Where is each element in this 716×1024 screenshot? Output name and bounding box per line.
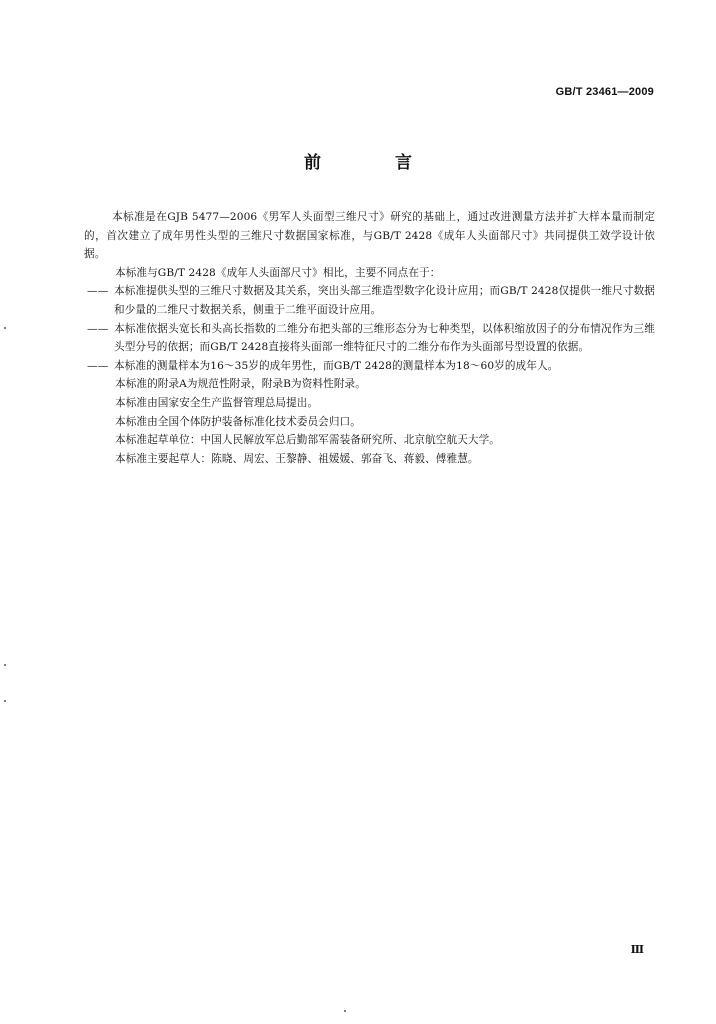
statement-appendix: 本标准的附录A为规范性附录，附录B为资料性附录。	[115, 378, 366, 391]
paragraph-comparison: 本标准与GB/T 2428《成年人头面部尺寸》相比，主要不同点在于：	[115, 266, 441, 279]
difference-text: 本标准依据头宽长和头高长指数的二维分布把头部的三维形态分为七种类型，以体积缩放因子的分布情况作为三维头型分号的依据；而GB/T 2428直接将头面部一维特征尺寸的二维分布作为头面部号型设置的依据。	[114, 322, 655, 354]
statement-drafting-units: 本标准起草单位：中国人民解放军总后勤部军需装备研究所、北京航空航天大学。	[115, 434, 500, 447]
dash-marker: ——	[87, 285, 109, 298]
scan-speck	[4, 327, 6, 329]
scan-speck	[4, 700, 6, 702]
paragraph-intro: 本标准是在GJB 5477—2006《男军人头面型三维尺寸》研究的基础上，通过改进测量方法并扩大样本量而制定的，首次建立了成年男性头型的三维尺寸数据国家标准，与GB/T 2428《成年人头面部尺寸》共同提供工效学设计依据。	[84, 211, 655, 261]
foreword-body	[84, 208, 655, 468]
difference-item-1	[87, 282, 655, 319]
difference-item-2	[87, 320, 655, 357]
statement-drafters: 本标准主要起草人：陈晓、周宏、王黎静、祖媛媛、郭奋飞、蒋毅、傅雅慧。	[115, 452, 479, 465]
standard-code-header: GB/T 23461—2009	[555, 86, 654, 98]
page-number: Ⅲ	[630, 943, 644, 956]
page-title: 前 言	[304, 153, 446, 173]
difference-text: 本标准提供头型的三维尺寸数据及其关系，突出头部三维造型数字化设计应用；而GB/T 2428仅提供一维尺寸数据和少量的二维尺寸数据关系，侧重于二维平面设计应用。	[114, 285, 655, 316]
difference-item-3	[87, 357, 655, 376]
difference-text: 本标准的测量样本为16～35岁的成年男性，而GB/T 2428的测量样本为18～60岁的成年人。	[114, 359, 559, 372]
statement-committee: 本标准由全国个体防护装备标准化技术委员会归口。	[115, 415, 361, 428]
scan-speck	[344, 1010, 346, 1012]
statement-proposer: 本标准由国家安全生产监督管理总局提出。	[115, 396, 319, 409]
scan-speck	[4, 664, 6, 666]
dash-marker: ——	[87, 359, 109, 372]
dash-marker: ——	[87, 322, 109, 335]
